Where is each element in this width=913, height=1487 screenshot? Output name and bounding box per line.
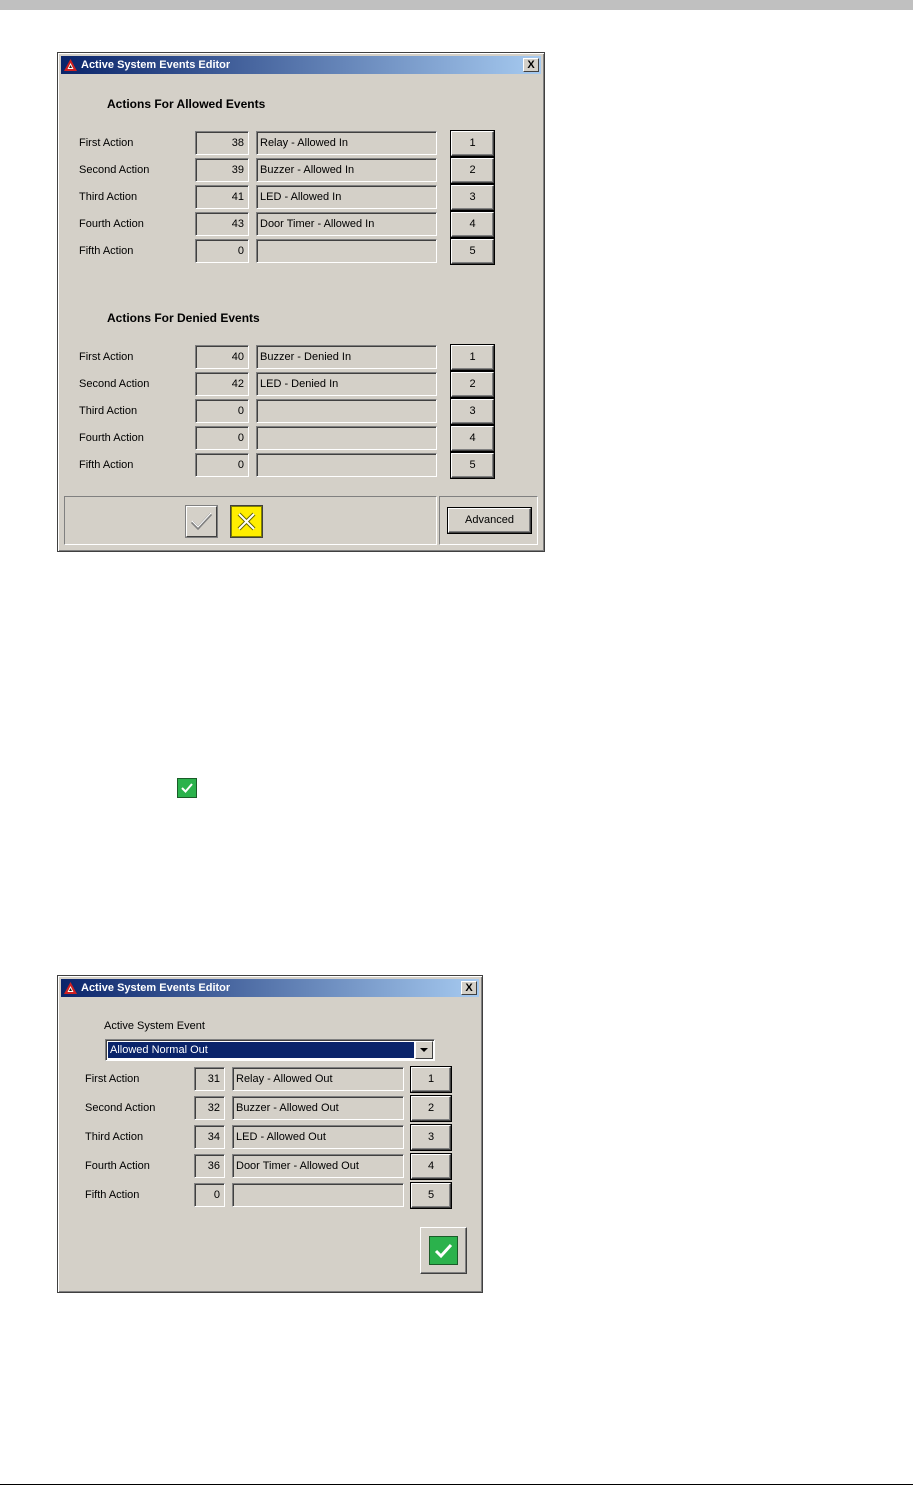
action-label: Fourth Action — [85, 1160, 150, 1172]
action-number-field[interactable]: 41 — [195, 185, 249, 209]
action-name-field: LED - Denied In — [256, 372, 437, 396]
footer-advanced-panel — [439, 496, 538, 545]
advanced-button[interactable]: Advanced — [448, 508, 531, 533]
action-select-button[interactable]: 2 — [451, 158, 494, 183]
action-name-field: Relay - Allowed Out — [232, 1067, 404, 1091]
action-name-field — [256, 453, 437, 477]
action-name-field: Buzzer - Denied In — [256, 345, 437, 369]
action-select-button[interactable]: 3 — [411, 1125, 451, 1150]
cancel-button[interactable] — [231, 506, 262, 537]
action-select-button[interactable]: 4 — [451, 426, 494, 451]
action-number-field[interactable]: 40 — [195, 345, 249, 369]
dialog-title: Active System Events Editor — [81, 982, 231, 994]
action-select-button[interactable]: 5 — [411, 1183, 451, 1208]
action-label: First Action — [79, 137, 134, 149]
action-select-button[interactable]: 3 — [451, 399, 494, 424]
event-select[interactable] — [105, 1039, 435, 1061]
action-number-field[interactable]: 0 — [195, 399, 249, 423]
dropdown-button[interactable] — [415, 1041, 433, 1059]
action-name-field: Door Timer - Allowed Out — [232, 1154, 404, 1178]
dialog-titlebar[interactable] — [61, 56, 541, 74]
close-button[interactable]: X — [461, 981, 477, 995]
action-select-button[interactable]: 5 — [451, 453, 494, 478]
action-label: Second Action — [79, 164, 150, 176]
action-select-button[interactable]: 4 — [411, 1154, 451, 1179]
action-select-button[interactable]: 5 — [451, 239, 494, 264]
page-bottom-rule — [0, 1484, 913, 1485]
action-label: Third Action — [85, 1131, 144, 1143]
action-label: First Action — [79, 351, 134, 363]
app-logo-icon — [64, 59, 77, 71]
action-label: Fourth Action — [79, 432, 144, 444]
action-name-field — [256, 426, 437, 450]
action-select-button[interactable]: 3 — [451, 185, 494, 210]
action-name-field: Door Timer - Allowed In — [256, 212, 437, 236]
action-number-field[interactable]: 0 — [194, 1183, 225, 1207]
check-icon — [178, 779, 196, 797]
action-label: Fourth Action — [79, 218, 144, 230]
dialog-titlebar[interactable] — [61, 979, 479, 997]
action-label: Second Action — [85, 1102, 156, 1114]
action-number-field[interactable]: 0 — [195, 426, 249, 450]
action-name-field — [256, 399, 437, 423]
denied-section-title: Actions For Denied Events — [107, 311, 260, 325]
ok-button[interactable] — [186, 506, 217, 537]
footer-actions-panel — [64, 496, 437, 545]
dialog-title: Active System Events Editor — [81, 59, 231, 71]
events-editor-dialog — [57, 52, 545, 552]
page-top-band — [0, 0, 913, 10]
action-name-field: Buzzer - Allowed Out — [232, 1096, 404, 1120]
x-icon — [232, 507, 261, 536]
action-label: First Action — [85, 1073, 140, 1085]
chevron-down-icon — [416, 1042, 432, 1058]
action-number-field[interactable]: 43 — [195, 212, 249, 236]
action-name-field — [256, 239, 437, 263]
action-name-field: LED - Allowed Out — [232, 1125, 404, 1149]
action-label: Second Action — [79, 378, 150, 390]
action-number-field[interactable]: 34 — [194, 1125, 225, 1149]
action-name-field: Relay - Allowed In — [256, 131, 437, 155]
event-select-label: Active System Event — [104, 1020, 205, 1032]
action-select-button[interactable]: 1 — [451, 131, 494, 156]
action-number-field[interactable]: 32 — [194, 1096, 225, 1120]
ok-button[interactable] — [420, 1227, 467, 1274]
action-label: Third Action — [79, 191, 138, 203]
close-button[interactable]: X — [523, 58, 539, 72]
action-number-field[interactable]: 42 — [195, 372, 249, 396]
events-editor-dialog-2 — [57, 975, 483, 1293]
action-name-field: LED - Allowed In — [256, 185, 437, 209]
action-select-button[interactable]: 2 — [411, 1096, 451, 1121]
action-label: Third Action — [79, 405, 138, 417]
check-icon — [430, 1237, 457, 1264]
action-number-field[interactable]: 0 — [195, 453, 249, 477]
action-number-field[interactable]: 39 — [195, 158, 249, 182]
action-select-button[interactable]: 1 — [451, 345, 494, 370]
action-select-button[interactable]: 1 — [411, 1067, 451, 1092]
action-label: Fifth Action — [85, 1189, 140, 1201]
event-select-value: Allowed Normal Out — [108, 1042, 414, 1058]
action-name-field: Buzzer - Allowed In — [256, 158, 437, 182]
action-name-field — [232, 1183, 404, 1207]
action-label: Fifth Action — [79, 245, 134, 257]
app-logo-icon — [64, 982, 77, 994]
ok-green-icon — [429, 1236, 458, 1265]
action-number-field[interactable]: 36 — [194, 1154, 225, 1178]
allowed-section-title: Actions For Allowed Events — [107, 97, 266, 111]
action-label: Fifth Action — [79, 459, 134, 471]
action-number-field[interactable]: 31 — [194, 1067, 225, 1091]
ok-green-icon — [177, 778, 197, 798]
action-number-field[interactable]: 38 — [195, 131, 249, 155]
action-select-button[interactable]: 4 — [451, 212, 494, 237]
check-icon — [187, 507, 216, 536]
action-number-field[interactable]: 0 — [195, 239, 249, 263]
action-select-button[interactable]: 2 — [451, 372, 494, 397]
